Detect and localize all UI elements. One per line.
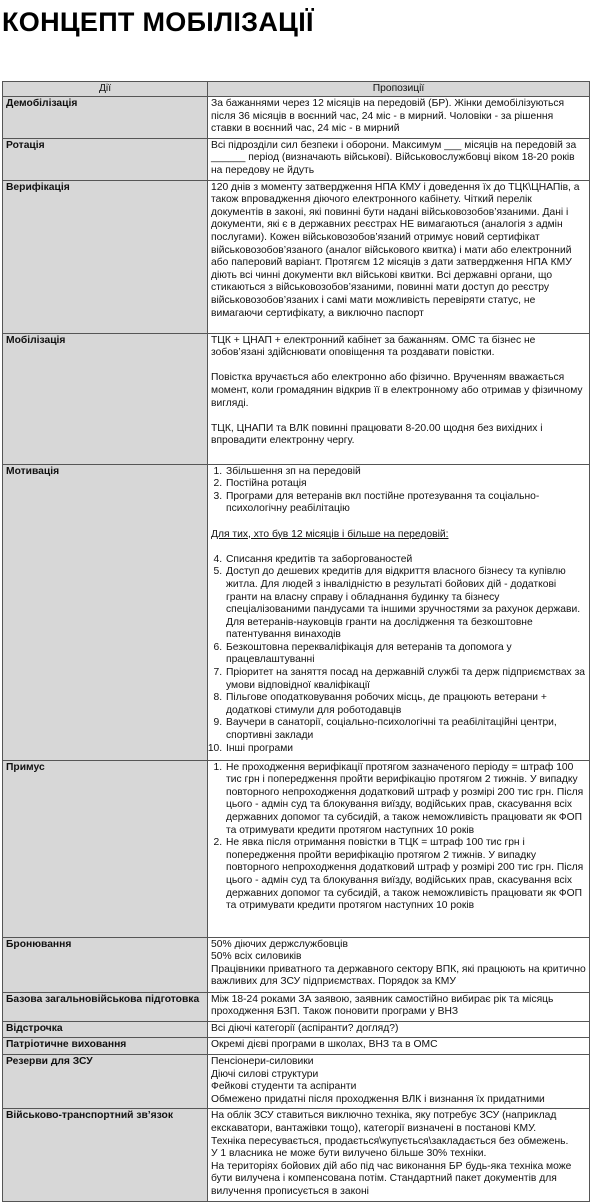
row-topic: Примус [3, 760, 208, 937]
table-header-row [3, 82, 590, 97]
table-row [3, 97, 590, 139]
proposal-line: На територіях бойових дій або під час виконання БР будь-яка техніка може бути вилучена і компенсована потім. Стандартний пакет документів для вилучення прописується в законі [211, 1160, 572, 1197]
list-item: 2. Не явка після отримання повістки в ТЦК = штраф 100 тис грн і попередження пройти верифікацію протягом 2 тижнів. У випадку повторного непроходження додатковий штраф у розмірі 200 тис грн. Після цього - адмін суд та блокування виїзду, водійських прав, скасування всіх державних допомог та субсидій, а також неможливість працювати як ФОП та отримувати кредити протягом наступних 10 років [225, 837, 586, 913]
row-proposal [208, 1109, 590, 1202]
list-item: 6. Безкоштовна перекваліфікація для ветеранів та допомога у працевлаштуванні [225, 642, 586, 667]
row-topic: Верифікація [3, 180, 208, 333]
table-row [3, 992, 590, 1021]
column-header-actions: Дії [3, 82, 208, 97]
row-topic: Бронювання [3, 937, 208, 992]
proposal-line: Пенсіонери-силовики [211, 1055, 314, 1067]
list-item: 5. Доступ до дешевих кредитів для відкриття власного бізнесу та купівлю житла. Для людей з інвалідністю в результаті бойових дій - додаткові гранти на власну справу і обладнання будинку та бізнесу спеціалізованими пандусами та іншими зручностями за рахунок держави. Для ветеранів-науковців гранти на дослідження та безкоштовне патентування винаходів [225, 566, 586, 642]
row-proposal: Всі діючі категорії (аспіранти? догляд?) [208, 1021, 590, 1038]
list-item: 1. Збільшення зп на передовій [225, 466, 586, 479]
table-row [3, 180, 590, 333]
proposal-numbered-list [211, 762, 586, 913]
list-item: 3. Програми для ветеранів вкл постійне протезування та соціально-психологічну реабілітацію [225, 491, 586, 516]
table-row [3, 1038, 590, 1055]
row-proposal [208, 760, 590, 937]
row-proposal [208, 464, 590, 760]
table-row [3, 1054, 590, 1108]
proposal-line: На облік ЗСУ ставиться виключно техніка, яку потребує ЗСУ (наприклад екскаватори, вантажівки тощо), категорії визначені в постанові КМУ. [211, 1110, 557, 1134]
page-title: КОНЦЕПТ МОБІЛІЗАЦІЇ [2, 7, 314, 37]
row-topic: Ротація [3, 138, 208, 180]
table-row [3, 1021, 590, 1038]
row-proposal [208, 333, 590, 464]
proposal-paragraph: ТЦК + ЦНАП + електронний кабінет за бажанням. ОМС та бізнес не зобов’язані здійснювати оповіщення та роздавати повістки. [211, 334, 536, 359]
table-row [3, 138, 590, 180]
proposal-paragraph: ТЦК, ЦНАПИ та ВЛК повинні працювати 8-20.00 щодня без вихідних і впровадити електронну чергу. [211, 422, 543, 447]
column-header-proposals: Пропозиції [208, 82, 590, 97]
proposal-line: Діючі силові структури [211, 1068, 319, 1080]
row-topic: Мотивація [3, 464, 208, 760]
row-proposal: 120 днів з моменту затвердження НПА КМУ і доведення їх до ТЦК\ЦНАПів, а також впровадження діючого електронного кабінету. Чіткий перелік документів в законі, які повинні бути надані військовозобов’язаними. Дані і документи, які є в державних реєстрах НЕ вимагаються (аналогія з адмін послугами). Кожен військовозобов’язаний отримує новий сертифікат військовозобов’язаного (аналог військового квитка) і мати або електронний або паперовий варіант. Протягєм 12 місяців з дати затвердження НПА КМУ діють всі чинні документи вкл військові квитки. Всі державні органи, що стикаються з військовозобов’язаними, повинні мати доступ до реєстру військовозобов’язаних і самі мати можливість перевіряти статус, не вимагаючи сертифікату, а виключно паспорт [208, 180, 590, 333]
row-topic: Відстрочка [3, 1021, 208, 1038]
list-item: 10. Інші програми [225, 743, 586, 756]
proposal-line: У 1 власника не може бути вилучено більше 30% техніки. [211, 1148, 487, 1160]
proposal-line: Обмежено придатні після проходження ВЛК і визнання їх придатними [211, 1093, 545, 1105]
table-body [3, 97, 590, 1202]
row-proposal: Окремі дієві програми в школах, ВНЗ та в ОМС [208, 1038, 590, 1055]
table-row [3, 333, 590, 464]
motivation-list-general [211, 466, 586, 516]
motivation-list-veterans [211, 554, 586, 756]
concept-table [2, 81, 590, 1202]
proposal-line: Працівники приватного та державного сектору ВПК, які працюють на критично важливих для ЗСУ підприємствах. Порядок за КМУ [211, 963, 586, 988]
row-topic: Резерви для ЗСУ [3, 1054, 208, 1108]
motivation-subheading: Для тих, хто був 12 місяців і більше на передовій: [211, 528, 449, 540]
row-proposal: Всі підрозділи сил безпеки і оборони. Максимум ___ місяців на передовій за ______ період (визначають військові). Військовослужбовці віком 18-20 років на передову не йдуть [208, 138, 590, 180]
proposal-line: 50% діючих держслужбовців [211, 938, 348, 950]
row-topic: Мобілізація [3, 333, 208, 464]
row-topic: Демобілізація [3, 97, 208, 139]
row-topic: Патріотичне виховання [3, 1038, 208, 1055]
proposal-line: 50% всіх силовиків [211, 951, 302, 963]
list-item: 7. Пріоритет на заняття посад на державній службі та держ підприємствах за умови відповідної кваліфікації [225, 667, 586, 692]
row-proposal [208, 937, 590, 992]
table-row [3, 1109, 590, 1202]
proposal-line: Фейкові студенти та аспіранти [211, 1081, 357, 1093]
table-row [3, 464, 590, 760]
row-proposal: За бажаннями через 12 місяців на передовій (БР). Жінки демобілізуються після 36 місяців в воєнний час, 24 міс - в мирний. Чоловіки - за рішення ставки в воєнний час, 24 міс - в мирний [208, 97, 590, 139]
row-proposal: Між 18-24 роками ЗА заявою, заявник самостійно вибирає рік та місяць проходження БЗП. Також поновити програми у ВНЗ [208, 992, 590, 1021]
table-row [3, 760, 590, 937]
row-proposal [208, 1054, 590, 1108]
row-topic: Військово-транспортний зв’язок [3, 1109, 208, 1202]
list-item: 8. Пільгове оподатковування робочих місць, де працюють ветерани + додаткові стимули для роботодавців [225, 692, 586, 717]
list-item: 2. Постійна ротація [225, 478, 586, 491]
table-row [3, 937, 590, 992]
proposal-paragraph: Повістка вручається або електронно або фізично. Врученням вважається момент, коли громадянин відкрив її в електронному або отримав у фізичному вигляді. [211, 372, 583, 409]
proposal-line: Техніка пересувається, продається\купується\закладається без обмежень. [211, 1135, 569, 1147]
list-item: 1. Не проходження верифікації протягом зазначеного періоду = штраф 100 тис грн і попередження пройти верифікацію протягом 2 тижнів. У випадку повторного непроходження додатковий штраф у розмірі 200 тис грн. Після цього - адмін суд та блокування виїзду, водійських прав, скасування всіх державних допомог та субсидій, а також неможливість працювати як ФОП та отримувати кредити протягом наступних 10 років [225, 762, 586, 838]
row-topic: Базова загальновійськова підготовка [3, 992, 208, 1021]
list-item: 9. Ваучери в санаторії, соціально-психологічні та реабілітаційні центри, спортивні заклади [225, 717, 586, 742]
list-item: 4. Списання кредитів та заборгованостей [225, 554, 586, 567]
